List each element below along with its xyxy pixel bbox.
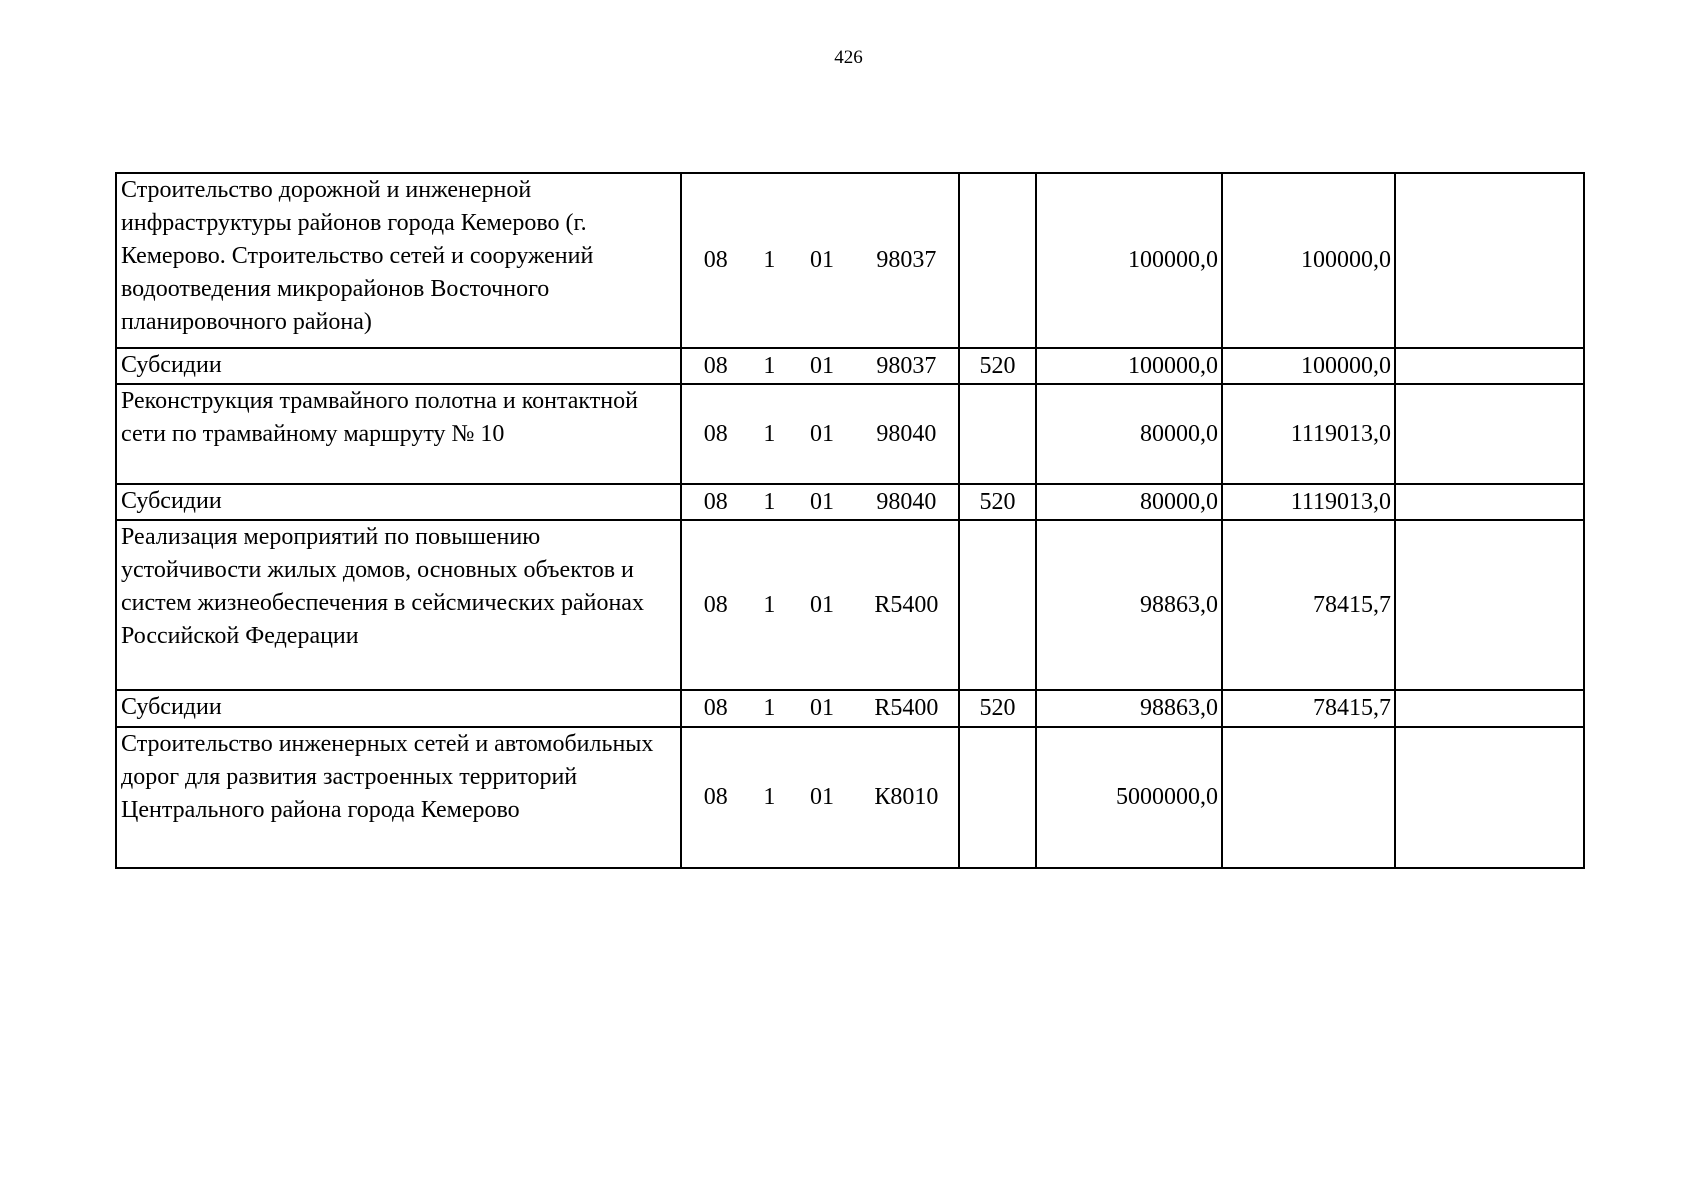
item-name: Субсидии: [116, 690, 681, 727]
program-code: 1: [763, 591, 776, 618]
subprogram-code: 01: [810, 247, 834, 273]
sum-2: [1222, 727, 1395, 868]
vr-code: 520: [959, 690, 1036, 727]
item-name: Строительство инженерных сетей и автомобильных дорог для развития застроенных территорий Центрального района города Кемерово: [116, 727, 681, 868]
vr-code: 520: [959, 484, 1036, 520]
table-row: [116, 484, 1584, 520]
section-code: 08: [703, 784, 728, 810]
section-code: 08: [703, 420, 728, 447]
sum-3: [1395, 384, 1584, 484]
code-cell: [681, 173, 959, 348]
subprogram-code: 01: [810, 695, 834, 721]
vr-code: [959, 173, 1036, 348]
section-code: 08: [703, 488, 728, 515]
item-name: Субсидии: [116, 484, 681, 520]
sum-2: 1119013,0: [1222, 384, 1395, 484]
code-cell: [681, 520, 959, 690]
expense-code: R5400: [874, 591, 939, 618]
subprogram-code: 01: [810, 352, 834, 379]
sum-3: [1395, 173, 1584, 348]
program-code: 1: [763, 352, 776, 379]
code-cell: [681, 348, 959, 384]
vr-code: 520: [959, 348, 1036, 384]
table-row: [116, 727, 1584, 868]
sum-2: 100000,0: [1222, 173, 1395, 348]
item-name: Строительство дорожной и инженерной инфраструктуры районов города Кемерово (г. Кемерово. Строительство сетей и сооружений водоотведения микрорайонов Восточного планировочного района): [116, 173, 681, 348]
expense-code: R5400: [874, 695, 939, 721]
section-code: 08: [703, 695, 728, 721]
table-row: [116, 348, 1584, 384]
table-row: [116, 384, 1584, 484]
program-code: 1: [763, 784, 776, 810]
subprogram-code: 01: [810, 488, 834, 515]
sum-1: 98863,0: [1036, 520, 1222, 690]
subprogram-code: 01: [810, 420, 834, 447]
code-cell: [681, 690, 959, 727]
subprogram-code: 01: [810, 784, 834, 810]
section-code: 08: [703, 352, 728, 379]
code-cell: [681, 727, 959, 868]
sum-2: 78415,7: [1222, 690, 1395, 727]
vr-code: [959, 727, 1036, 868]
subprogram-code: 01: [810, 591, 834, 618]
item-name: Реконструкция трамвайного полотна и контактной сети по трамвайному маршруту № 10: [116, 384, 681, 484]
sum-1: 100000,0: [1036, 173, 1222, 348]
table-row: [116, 690, 1584, 727]
table-row: [116, 520, 1584, 690]
sum-1: 5000000,0: [1036, 727, 1222, 868]
sum-2: 100000,0: [1222, 348, 1395, 384]
expense-code: 98040: [876, 420, 937, 447]
sum-2: 1119013,0: [1222, 484, 1395, 520]
expense-code: 98037: [876, 352, 937, 379]
code-cell: [681, 384, 959, 484]
sum-1: 100000,0: [1036, 348, 1222, 384]
sum-3: [1395, 727, 1584, 868]
budget-table: [115, 172, 1585, 869]
sum-1: 98863,0: [1036, 690, 1222, 727]
sum-3: [1395, 690, 1584, 727]
sum-1: 80000,0: [1036, 384, 1222, 484]
item-name: Реализация мероприятий по повышению устойчивости жилых домов, основных объектов и систем жизнеобеспечения в сейсмических районах Российской Федерации: [116, 520, 681, 690]
section-code: 08: [703, 247, 728, 273]
page-number: 426: [834, 47, 863, 68]
vr-code: [959, 520, 1036, 690]
expense-code: 98037: [876, 247, 937, 273]
expense-code: 98040: [876, 488, 937, 515]
sum-1: 80000,0: [1036, 484, 1222, 520]
sum-3: [1395, 520, 1584, 690]
section-code: 08: [703, 591, 728, 618]
sum-2: 78415,7: [1222, 520, 1395, 690]
sum-3: [1395, 484, 1584, 520]
code-cell: [681, 484, 959, 520]
program-code: 1: [763, 420, 776, 447]
program-code: 1: [763, 695, 776, 721]
sum-3: [1395, 348, 1584, 384]
item-name: Субсидии: [116, 348, 681, 384]
vr-code: [959, 384, 1036, 484]
program-code: 1: [763, 488, 776, 515]
program-code: 1: [763, 247, 776, 273]
expense-code: К8010: [874, 784, 939, 810]
table-row: [116, 173, 1584, 348]
